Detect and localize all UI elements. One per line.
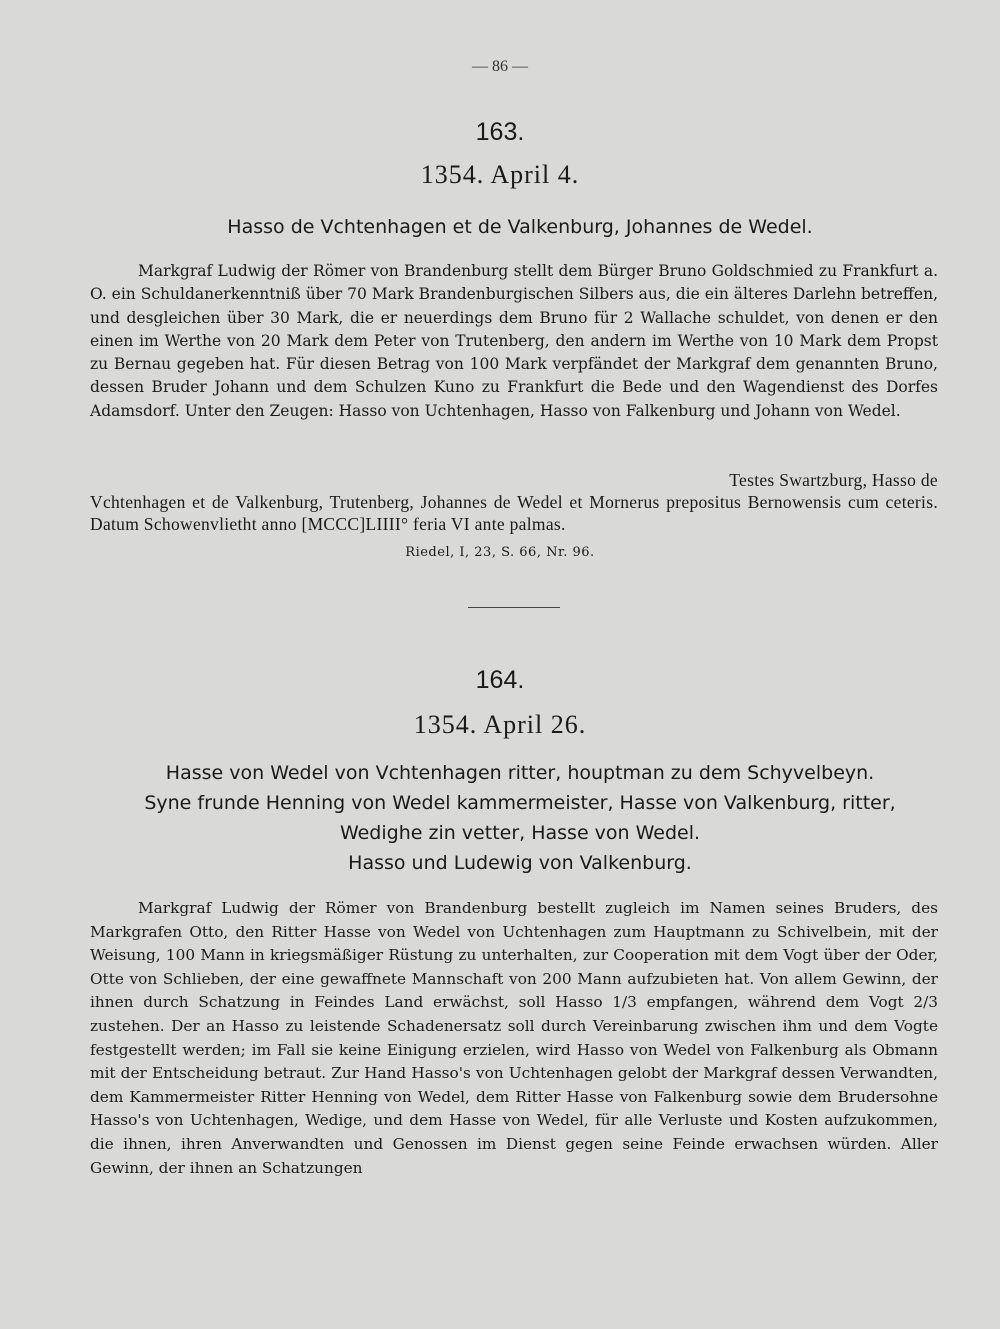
latin-excerpt-first-line: Testes Swartzburg, Hasso de xyxy=(729,470,938,490)
latin-excerpt-163 xyxy=(90,469,938,535)
document-heading-164-line-3: Wedighe zin vetter, Hasse von Wedel. xyxy=(339,822,701,844)
page-number: — 86 — xyxy=(472,58,528,75)
document-heading-164-line-1: Hasse von Wedel von Vchtenhagen ritter, houptman zu dem Schyvelbeyn. xyxy=(165,762,875,784)
document-heading-164-line-2: Syne frunde Henning von Wedel kammermeister, Hasse von Valkenburg, ritter, xyxy=(144,792,896,814)
document-heading-163: Hasso de Vchtenhagen et de Valkenburg, Johannes de Wedel. xyxy=(227,216,813,238)
document-number-163: 163. xyxy=(475,118,525,146)
section-divider xyxy=(468,607,560,608)
document-summary-163: Markgraf Ludwig der Römer von Brandenburg stellt dem Bürger Bruno Goldschmied zu Frankfurt a. O. ein Schuldanerkenntniß über 70 Mark Brandenburgischen Silbers aus, die ein älteres Darlehn betreffen, und desgleichen über 30 Mark, die er neuerdings dem Bruno für 2 Wallache schuldet, von denen er den einen im Werthe von 20 Mark dem Peter von Trutenberg, den andern im Werthe von 10 Mark dem Propst zu Bernau gegeben hat. Für diesen Betrag von 100 Mark verpfändet der Markgraf dem genannten Bruno, dessen Bruder Johann und dem Schulzen Kuno zu Frankfurt die Bede und den Wagendienst des Dorfes Adamsdorf. Unter den Zeugen: Hasso von Uchtenhagen, Hasso von Falkenburg und Johann von Wedel. xyxy=(90,262,938,420)
document-heading-164-line-4: Hasso und Ludewig von Valkenburg. xyxy=(348,852,692,874)
document-summary-164: Markgraf Ludwig der Römer von Brandenburg bestellt zugleich im Namen seines Bruders, des Markgrafen Otto, den Ritter Hasse von Wedel von Uchtenhagen zum Hauptmann zu Schivelbein, mit der Weisung, 100 Mann in kriegsmäßiger Rüstung zu unterhalten, zur Cooperation mit dem Vogt über der Oder, Otte von Schlieben, der eine gewaffnete Mannschaft von 200 Mann aufzubieten hat. Von allem Gewinn, der ihnen durch Schatzung in Feindes Land erwächst, soll Hasso 1/3 empfangen, während dem Vogt 2/3 zustehen. Der an Hasso zu leistende Schadenersatz soll durch Vereinbarung zwischen ihm und dem Vogte festgestellt werden; im Fall sie keine Einigung erzielen, wird Hasso von Wedel von Falkenburg als Obmann mit der Entscheidung betraut. Zur Hand Hasso's von Uchtenhagen gelobt der Markgraf dessen Verwandten, dem Kammermeister Ritter Henning von Wedel, dem Ritter Hasse von Falkenburg sowie dem Brudersohne Hasso's von Uchtenhagen, Wedige, und dem Hasse von Wedel, für alle Verluste und Kosten aufzukommen, die ihnen, ihren Anverwandten und Genossen im Dienst gegen seine Feinde erwachsen würden. Aller Gewinn, der ihnen an Schatzungen xyxy=(90,899,938,1177)
document-date-163: 1354. April 4. xyxy=(420,160,580,189)
latin-excerpt-rest: Vchtenhagen et de Valkenburg, Trutenberg, Johannes de Wedel et Mornerus prepositus Bernowensis cum ceteris. Datum Schowenvlietht anno [MCCC]LIIII° feria VI ante palmas. xyxy=(90,492,938,534)
document-date-164: 1354. April 26. xyxy=(413,710,587,739)
document-number-164: 164. xyxy=(475,666,525,694)
source-reference-163: Riedel, I, 23, S. 66, Nr. 96. xyxy=(405,545,595,560)
